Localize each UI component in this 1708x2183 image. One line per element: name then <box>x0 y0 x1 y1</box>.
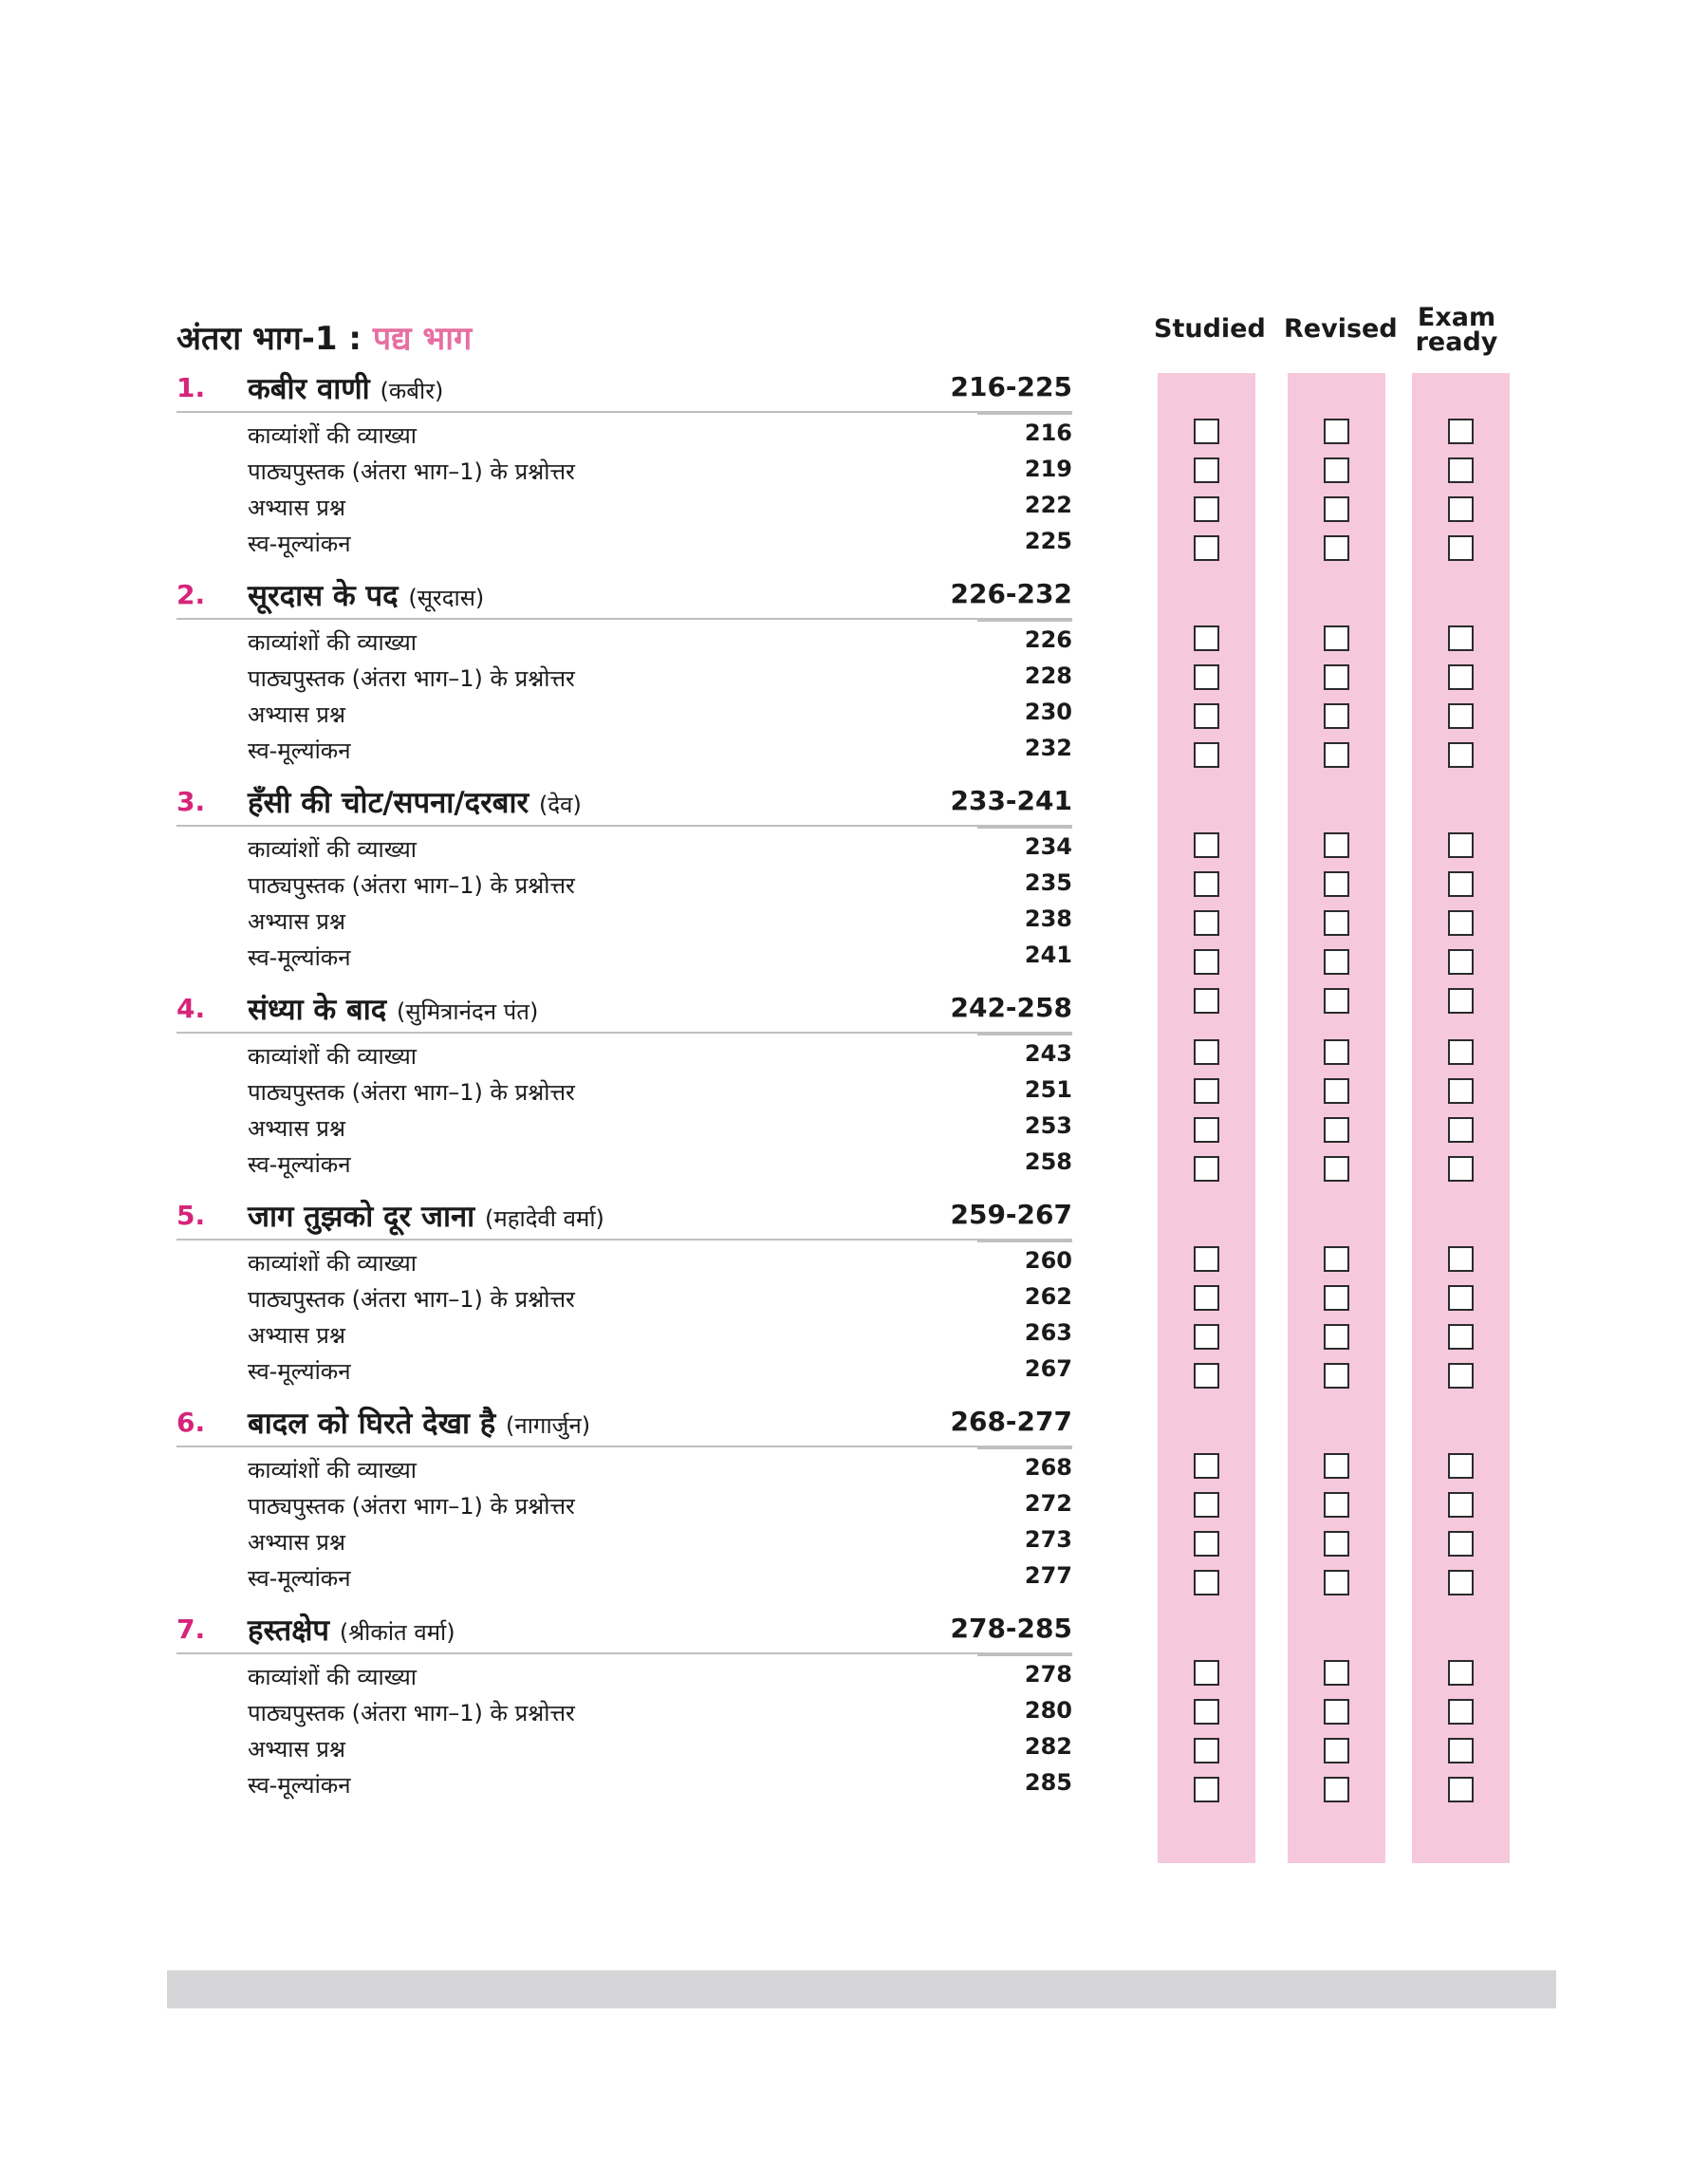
toc-entry-label: स्व-मूल्यांकन <box>248 1565 351 1592</box>
chapter-page-range: 233-241 <box>950 785 1072 816</box>
chapter-name <box>248 782 582 822</box>
chapter-divider-accent <box>977 1239 1072 1242</box>
studied-checkbox[interactable] <box>1194 1156 1219 1182</box>
chapter-page-range: 278-285 <box>950 1613 1072 1644</box>
chapter-divider <box>176 1032 1072 1034</box>
studied-checkbox[interactable] <box>1194 1039 1219 1065</box>
column-header-exam-line1: Exam <box>1417 303 1496 332</box>
toc-entry-label: पाठ्यपुस्तक (अंतरा भाग–1) के प्रश्नोत्तर <box>248 1493 575 1520</box>
chapter-divider-accent <box>977 411 1072 415</box>
studied-checkbox[interactable] <box>1194 1738 1219 1763</box>
chapter-page-range: 242-258 <box>950 992 1072 1023</box>
revised-checkbox[interactable] <box>1324 1531 1349 1557</box>
revised-checkbox[interactable] <box>1324 1246 1349 1272</box>
revised-checkbox[interactable] <box>1324 742 1349 768</box>
chapter-title: जाग तुझको दूर जाना <box>248 1200 475 1234</box>
toc-entry-label: काव्यांशों की व्याख्या <box>248 422 417 449</box>
chapter-number: 1. <box>176 372 206 403</box>
chapter-author: (महादेवी वर्मा) <box>485 1205 604 1232</box>
toc-entry-label: काव्यांशों की व्याख्या <box>248 1043 417 1070</box>
exam-ready-checkbox[interactable] <box>1448 1777 1474 1802</box>
studied-checkbox[interactable] <box>1194 1246 1219 1272</box>
exam-ready-checkbox[interactable] <box>1448 1285 1474 1311</box>
chapter-title-row <box>176 786 1072 828</box>
chapter-title: बादल को घिरते देखा है <box>248 1407 496 1441</box>
toc-entry-page: 230 <box>1024 699 1072 725</box>
chapter-title-row <box>176 579 1072 621</box>
revised-checkbox[interactable] <box>1324 1570 1349 1595</box>
toc-entry-label: पाठ्यपुस्तक (अंतरा भाग–1) के प्रश्नोत्तर <box>248 458 575 485</box>
revised-checkbox[interactable] <box>1324 1738 1349 1763</box>
toc-entry <box>248 456 1072 488</box>
column-header-studied: Studied <box>1154 314 1266 344</box>
exam-ready-checkbox[interactable] <box>1448 1660 1474 1686</box>
studied-checkbox[interactable] <box>1194 949 1219 975</box>
studied-checkbox[interactable] <box>1194 1531 1219 1557</box>
studied-checkbox[interactable] <box>1194 871 1219 897</box>
toc-entry-label: पाठ्यपुस्तक (अंतरा भाग–1) के प्रश्नोत्तर <box>248 1286 575 1313</box>
revised-checkbox[interactable] <box>1324 988 1349 1014</box>
chapter-page-range: 268-277 <box>950 1406 1072 1437</box>
exam-ready-checkbox[interactable] <box>1448 988 1474 1014</box>
chapter-title-row <box>176 372 1072 414</box>
toc-entry-page: 282 <box>1024 1733 1072 1760</box>
toc-entry <box>248 1355 1072 1388</box>
revised-checkbox[interactable] <box>1324 1492 1349 1518</box>
toc-entry-page: 258 <box>1024 1148 1072 1175</box>
revised-checkbox[interactable] <box>1324 535 1349 561</box>
toc-entry-label: पाठ्यपुस्तक (अंतरा भाग–1) के प्रश्नोत्तर <box>248 872 575 899</box>
exam-ready-checkbox[interactable] <box>1448 1738 1474 1763</box>
studied-checkbox[interactable] <box>1194 535 1219 561</box>
chapter-number: 2. <box>176 579 206 610</box>
toc-entry-page: 234 <box>1024 833 1072 860</box>
revised-checkbox[interactable] <box>1324 949 1349 975</box>
toc-entry <box>248 662 1072 695</box>
exam-ready-checkbox[interactable] <box>1448 910 1474 936</box>
toc-entry <box>248 905 1072 938</box>
toc-entry-page: 280 <box>1024 1697 1072 1724</box>
chapter-name <box>248 575 484 615</box>
toc-entry <box>248 833 1072 866</box>
chapter-number: 4. <box>176 993 206 1024</box>
exam-ready-checkbox[interactable] <box>1448 1324 1474 1350</box>
chapter-page-range: 216-225 <box>950 371 1072 402</box>
column-header-revised: Revised <box>1284 314 1398 344</box>
revised-checkbox[interactable] <box>1324 1699 1349 1725</box>
toc-entry-label: स्व-मूल्यांकन <box>248 531 351 557</box>
exam-ready-checkbox[interactable] <box>1448 1453 1474 1479</box>
section-heading-accent: पद्य भाग <box>372 320 473 358</box>
toc-entry <box>248 1733 1072 1765</box>
studied-checkbox[interactable] <box>1194 1699 1219 1725</box>
toc-entry-label: काव्यांशों की व्याख्या <box>248 1457 417 1483</box>
chapter-name <box>248 989 538 1029</box>
revised-checkbox[interactable] <box>1324 1660 1349 1686</box>
chapter-name <box>248 1196 604 1236</box>
chapter-page-range: 259-267 <box>950 1199 1072 1230</box>
exam-ready-checkbox[interactable] <box>1448 1570 1474 1595</box>
chapter-divider-accent <box>977 1032 1072 1036</box>
studied-checkbox[interactable] <box>1194 1660 1219 1686</box>
studied-checkbox[interactable] <box>1194 988 1219 1014</box>
chapter-title-row <box>176 1407 1072 1448</box>
revised-checkbox[interactable] <box>1324 703 1349 729</box>
column-header-exam-ready <box>1404 303 1509 357</box>
chapter-title-row <box>176 993 1072 1035</box>
chapter-divider <box>176 411 1072 413</box>
studied-checkbox[interactable] <box>1194 910 1219 936</box>
toc-entry-page: 228 <box>1024 662 1072 689</box>
exam-ready-checkbox[interactable] <box>1448 419 1474 444</box>
revised-checkbox[interactable] <box>1324 910 1349 936</box>
toc-entry-page: 285 <box>1024 1769 1072 1796</box>
exam-ready-checkbox[interactable] <box>1448 496 1474 522</box>
toc-entry-page: 232 <box>1024 735 1072 761</box>
toc-entry <box>248 869 1072 902</box>
studied-checkbox[interactable] <box>1194 703 1219 729</box>
toc-entry <box>248 1148 1072 1181</box>
studied-checkbox[interactable] <box>1194 1570 1219 1595</box>
toc-entry-page: 219 <box>1024 456 1072 482</box>
column-header-exam-line2: ready <box>1415 327 1498 357</box>
toc-entry-page: 268 <box>1024 1454 1072 1481</box>
toc-entry-page: 263 <box>1024 1319 1072 1346</box>
exam-ready-checkbox[interactable] <box>1448 1039 1474 1065</box>
revised-checkbox[interactable] <box>1324 419 1349 444</box>
toc-entry-label: अभ्यास प्रश्न <box>248 1529 345 1556</box>
exam-ready-checkbox[interactable] <box>1448 703 1474 729</box>
toc-entry-page: 222 <box>1024 492 1072 518</box>
chapter-number: 5. <box>176 1200 206 1231</box>
toc-entry <box>248 1040 1072 1073</box>
studied-checkbox[interactable] <box>1194 496 1219 522</box>
toc-entry-label: स्व-मूल्यांकन <box>248 737 351 764</box>
exam-ready-checkbox[interactable] <box>1448 625 1474 651</box>
toc-entry-page: 226 <box>1024 626 1072 653</box>
toc-entry-label: अभ्यास प्रश्न <box>248 908 345 935</box>
chapter-divider <box>176 618 1072 620</box>
toc-entry <box>248 626 1072 659</box>
toc-entry-label: स्व-मूल्यांकन <box>248 1772 351 1799</box>
toc-entry-page: 277 <box>1024 1562 1072 1589</box>
exam-ready-checkbox[interactable] <box>1448 1531 1474 1557</box>
studied-checkbox[interactable] <box>1194 625 1219 651</box>
toc-entry <box>248 1247 1072 1279</box>
chapter-name <box>248 1610 455 1650</box>
toc-entry-label: पाठ्यपुस्तक (अंतरा भाग–1) के प्रश्नोत्तर <box>248 665 575 692</box>
toc-entry-label: स्व-मूल्यांकन <box>248 1151 351 1178</box>
revised-checkbox[interactable] <box>1324 625 1349 651</box>
toc-entry <box>248 1454 1072 1486</box>
exam-ready-checkbox[interactable] <box>1448 457 1474 483</box>
chapter-name <box>248 368 443 408</box>
studied-checkbox[interactable] <box>1194 664 1219 690</box>
chapter-author: (देव) <box>539 792 582 818</box>
toc-entry <box>248 492 1072 524</box>
exam-ready-checkbox[interactable] <box>1448 871 1474 897</box>
toc-entry-page: 241 <box>1024 942 1072 968</box>
revised-checkbox[interactable] <box>1324 1156 1349 1182</box>
toc-entry-label: काव्यांशों की व्याख्या <box>248 1664 417 1690</box>
revised-checkbox[interactable] <box>1324 1777 1349 1802</box>
toc-entry <box>248 1769 1072 1801</box>
toc-entry <box>248 1661 1072 1693</box>
chapter-divider <box>176 1652 1072 1654</box>
toc-entry <box>248 699 1072 731</box>
chapter-author: (कबीर) <box>380 378 444 404</box>
chapter-title-row <box>176 1200 1072 1241</box>
studied-checkbox[interactable] <box>1194 1492 1219 1518</box>
chapter-divider <box>176 1239 1072 1241</box>
exam-ready-checkbox[interactable] <box>1448 742 1474 768</box>
toc-entry-page: 260 <box>1024 1247 1072 1274</box>
toc-entry-page: 225 <box>1024 528 1072 554</box>
revised-checkbox[interactable] <box>1324 1078 1349 1104</box>
revised-checkbox[interactable] <box>1324 664 1349 690</box>
chapter-author: (सूरदास) <box>408 585 485 611</box>
exam-ready-checkbox[interactable] <box>1448 1078 1474 1104</box>
exam-ready-checkbox[interactable] <box>1448 1492 1474 1518</box>
chapter-author: (नागार्जुन) <box>506 1412 591 1439</box>
chapter-divider <box>176 825 1072 827</box>
revised-checkbox[interactable] <box>1324 1039 1349 1065</box>
chapter-number: 6. <box>176 1407 206 1438</box>
chapter-divider <box>176 1446 1072 1447</box>
toc-entry-page: 278 <box>1024 1661 1072 1688</box>
toc-entry-page: 273 <box>1024 1526 1072 1553</box>
exam-ready-checkbox[interactable] <box>1448 664 1474 690</box>
toc-entry <box>248 942 1072 974</box>
toc-entry-label: स्व-मूल्यांकन <box>248 1358 351 1385</box>
chapter-title: हस्तक्षेप <box>248 1614 330 1648</box>
chapter-divider-accent <box>977 1446 1072 1449</box>
studied-checkbox[interactable] <box>1194 1285 1219 1311</box>
chapter-divider-accent <box>977 1652 1072 1656</box>
exam-ready-checkbox[interactable] <box>1448 535 1474 561</box>
toc-entry-label: अभ्यास प्रश्न <box>248 1736 345 1763</box>
chapter-title: हँसी की चोट/सपना/दरबार <box>248 786 529 820</box>
toc-entry-label: अभ्यास प्रश्न <box>248 1322 345 1349</box>
exam-ready-checkbox[interactable] <box>1448 1699 1474 1725</box>
section-heading-prefix: अंतरा भाग-1 : <box>176 320 362 358</box>
toc-entry-page: 235 <box>1024 869 1072 896</box>
studied-checkbox[interactable] <box>1194 419 1219 444</box>
revised-checkbox[interactable] <box>1324 1363 1349 1389</box>
toc-entry <box>248 1112 1072 1145</box>
toc-entry-page: 267 <box>1024 1355 1072 1382</box>
toc-entry-page: 253 <box>1024 1112 1072 1139</box>
toc-entry-label: पाठ्यपुस्तक (अंतरा भाग–1) के प्रश्नोत्तर <box>248 1700 575 1726</box>
revised-checkbox[interactable] <box>1324 1324 1349 1350</box>
chapter-title: सूरदास के पद <box>248 579 399 613</box>
exam-ready-checkbox[interactable] <box>1448 1246 1474 1272</box>
studied-checkbox[interactable] <box>1194 1078 1219 1104</box>
studied-checkbox[interactable] <box>1194 1117 1219 1143</box>
toc-entry-page: 262 <box>1024 1283 1072 1310</box>
studied-checkbox[interactable] <box>1194 1363 1219 1389</box>
toc-entry <box>248 1319 1072 1352</box>
chapter-author: (श्रीकांत वर्मा) <box>339 1619 455 1646</box>
toc-entry-page: 272 <box>1024 1490 1072 1517</box>
toc-entry <box>248 1697 1072 1729</box>
chapter-title: कबीर वाणी <box>248 372 370 406</box>
toc-entry-label: पाठ्यपुस्तक (अंतरा भाग–1) के प्रश्नोत्तर <box>248 1079 575 1106</box>
footer-bar <box>167 1970 1556 2008</box>
toc-entry-page: 251 <box>1024 1076 1072 1103</box>
revised-checkbox[interactable] <box>1324 496 1349 522</box>
toc-entry-label: अभ्यास प्रश्न <box>248 1115 345 1142</box>
toc-entry-label: काव्यांशों की व्याख्या <box>248 836 417 863</box>
chapter-author: (सुमित्रानंदन पंत) <box>397 998 539 1025</box>
chapter-title: संध्या के बाद <box>248 993 387 1027</box>
revised-checkbox[interactable] <box>1324 1285 1349 1311</box>
revised-checkbox[interactable] <box>1324 871 1349 897</box>
studied-checkbox[interactable] <box>1194 1453 1219 1479</box>
toc-entry-page: 243 <box>1024 1040 1072 1067</box>
studied-checkbox[interactable] <box>1194 1777 1219 1802</box>
chapter-number: 7. <box>176 1614 206 1645</box>
toc-entry-label: अभ्यास प्रश्न <box>248 701 345 728</box>
chapter-title-row <box>176 1614 1072 1655</box>
chapter-divider-accent <box>977 618 1072 622</box>
toc-entry <box>248 735 1072 767</box>
toc-entry-page: 238 <box>1024 905 1072 932</box>
studied-checkbox[interactable] <box>1194 1324 1219 1350</box>
toc-entry <box>248 420 1072 452</box>
exam-ready-checkbox[interactable] <box>1448 1363 1474 1389</box>
chapter-page-range: 226-232 <box>950 578 1072 609</box>
chapter-divider-accent <box>977 825 1072 829</box>
studied-checkbox[interactable] <box>1194 457 1219 483</box>
toc-entry <box>248 1562 1072 1595</box>
revised-checkbox[interactable] <box>1324 457 1349 483</box>
toc-entry-page: 216 <box>1024 420 1072 446</box>
exam-ready-checkbox[interactable] <box>1448 1117 1474 1143</box>
toc-entry-label: काव्यांशों की व्याख्या <box>248 1250 417 1277</box>
studied-checkbox[interactable] <box>1194 742 1219 768</box>
toc-entry <box>248 1283 1072 1315</box>
toc-entry-label: स्व-मूल्यांकन <box>248 944 351 971</box>
section-heading <box>176 315 472 359</box>
exam-ready-checkbox[interactable] <box>1448 1156 1474 1182</box>
toc-entry <box>248 1490 1072 1522</box>
revised-checkbox[interactable] <box>1324 832 1349 858</box>
toc-entry <box>248 1526 1072 1558</box>
exam-ready-checkbox[interactable] <box>1448 832 1474 858</box>
toc-entry <box>248 528 1072 560</box>
revised-checkbox[interactable] <box>1324 1117 1349 1143</box>
toc-entry <box>248 1076 1072 1109</box>
revised-checkbox[interactable] <box>1324 1453 1349 1479</box>
toc-entry-label: अभ्यास प्रश्न <box>248 494 345 521</box>
studied-checkbox[interactable] <box>1194 832 1219 858</box>
exam-ready-checkbox[interactable] <box>1448 949 1474 975</box>
chapter-name <box>248 1403 590 1443</box>
chapter-number: 3. <box>176 786 206 817</box>
toc-entry-label: काव्यांशों की व्याख्या <box>248 629 417 656</box>
